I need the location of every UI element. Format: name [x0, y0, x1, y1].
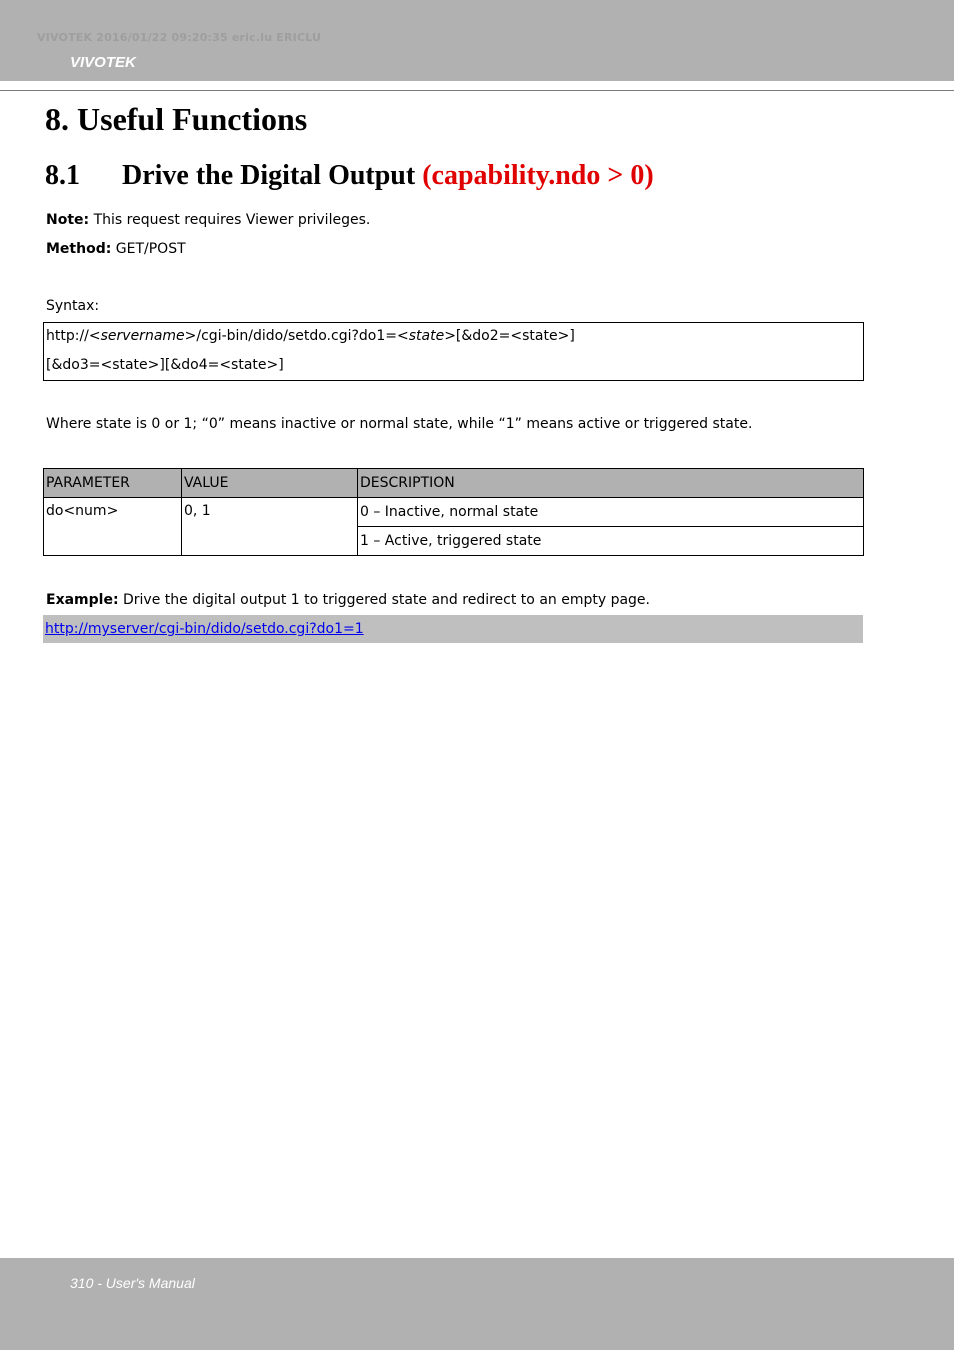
section-title — [45, 160, 654, 192]
table-header-cell: PARAMETER — [44, 469, 182, 498]
syntax-state: state — [408, 328, 445, 344]
syntax-servername: servername — [100, 328, 185, 344]
section-title-text: Drive the Digital Output — [122, 160, 423, 191]
method-label: Method: — [46, 241, 112, 257]
state-description: Where state is 0 or 1; “0” means inactive or normal state, while “1” means active or triggered state. — [46, 416, 753, 432]
note-label: Note: — [46, 212, 90, 228]
section-capability: (capability.ndo > 0) — [422, 160, 654, 191]
value-cell: 0, 1 — [182, 498, 358, 556]
example-code-bar — [43, 615, 863, 643]
syntax-line-2: [&do3=<state>][&do4=<state>] — [46, 357, 284, 373]
brand-logo-text: VIVOTEK — [70, 54, 136, 71]
note-paragraph — [46, 212, 370, 228]
footer-band — [0, 1258, 954, 1350]
syntax-path: >/cgi-bin/dido/setdo.cgi?do1=< — [184, 328, 409, 344]
syntax-suffix: >[&do2=<state>] — [444, 328, 575, 344]
description-cell: 1 – Active, triggered state — [358, 527, 864, 556]
section-number: 8.1 — [45, 160, 80, 191]
table-header-row — [44, 469, 864, 498]
syntax-label: Syntax: — [46, 298, 100, 314]
example-label: Example: — [46, 592, 119, 608]
watermark: VIVOTEK 2016/01/22 09:20:35 eric.lu ERICLU — [37, 31, 322, 44]
chapter-title: 8. Useful Functions — [45, 101, 308, 137]
description-cell: 0 – Inactive, normal state — [358, 498, 864, 527]
header-band — [0, 0, 954, 81]
parameter-cell: do<num> — [44, 498, 182, 556]
example-link[interactable]: http://myserver/cgi-bin/dido/setdo.cgi?do1=1 — [45, 621, 364, 637]
syntax-line-1 — [46, 328, 575, 344]
parameter-table — [43, 468, 864, 556]
syntax-prefix: http://< — [46, 328, 101, 344]
table-header-cell: VALUE — [182, 469, 358, 498]
note-text: This request requires Viewer privileges. — [89, 212, 371, 228]
page-number: 310 - User's Manual — [70, 1275, 195, 1291]
example-paragraph — [46, 592, 650, 608]
header-divider — [0, 90, 954, 91]
syntax-box — [43, 322, 864, 381]
table-header-cell: DESCRIPTION — [358, 469, 864, 498]
table-row — [44, 498, 864, 527]
example-text: Drive the digital output 1 to triggered state and redirect to an empty page. — [118, 592, 650, 608]
method-text: GET/POST — [111, 241, 186, 257]
method-paragraph — [46, 241, 186, 257]
